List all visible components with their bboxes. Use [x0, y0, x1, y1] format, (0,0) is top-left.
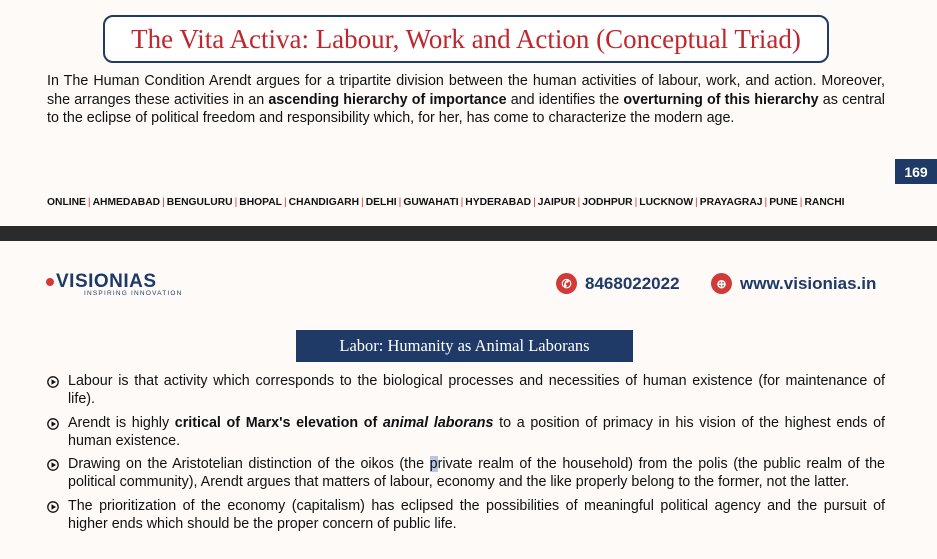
para-bold-1: ascending hierarchy of importance — [268, 91, 507, 108]
bullet-item — [47, 455, 885, 492]
city-separator: | — [799, 197, 803, 208]
page-number: 169 — [895, 159, 937, 184]
city-link[interactable]: PUNE — [769, 197, 798, 208]
city-link[interactable]: CHANDIGARH — [288, 197, 360, 208]
para-bold-2: overturning of this hierarchy — [623, 91, 819, 108]
para-text-2: and identifies the — [506, 91, 624, 108]
city-separator: | — [283, 197, 287, 208]
bullet-item — [47, 497, 885, 534]
city-link[interactable]: DELHI — [365, 197, 397, 208]
play-arrow-icon — [47, 459, 59, 471]
bullet-text: Labour is that activity which corresponds to the biological processes and necessities of human existence (for maintenance of life). — [68, 373, 885, 408]
city-separator: | — [577, 197, 581, 208]
para-text-1: In The Human Condition Arendt argues for a tripartite division between the human activities of labour, work, and action. Moreover, she arranges these activities in an — [47, 73, 885, 108]
bullet-bold: critical of Marx's elevation of — [174, 414, 383, 431]
city-separator: | — [764, 197, 768, 208]
bullet-text: Arendt is highly — [68, 414, 175, 431]
bullet-text: to a position of primacy in his vision of the highest ends of human existence. — [68, 414, 885, 449]
phone-number: 8468022022 — [585, 273, 680, 293]
bullet-bold-italic: animal laborans — [382, 414, 494, 431]
city-separator: | — [398, 197, 402, 208]
website-link[interactable] — [711, 273, 876, 294]
city-link[interactable]: ONLINE — [47, 197, 86, 208]
text-selection-highlight[interactable]: p — [429, 456, 438, 473]
page-divider — [0, 226, 937, 241]
city-separator: | — [87, 197, 91, 208]
city-link[interactable]: RANCHI — [804, 197, 845, 208]
city-link[interactable]: LUCKNOW — [639, 197, 694, 208]
city-link[interactable]: HYDERABAD — [465, 197, 532, 208]
city-link[interactable]: PRAYAGRAJ — [699, 197, 763, 208]
city-link[interactable]: JAIPUR — [537, 197, 576, 208]
topic-title-box — [103, 15, 829, 63]
bullet-item — [47, 372, 885, 409]
logo-tagline: INSPIRING INNOVATION — [84, 290, 183, 297]
city-separator: | — [234, 197, 238, 208]
phone-icon: ✆ — [556, 273, 577, 294]
city-link[interactable]: AHMEDABAD — [92, 197, 161, 208]
bullet-list — [47, 372, 885, 538]
play-arrow-icon — [47, 418, 59, 430]
phone-contact[interactable] — [556, 273, 680, 294]
globe-icon: ⊕ — [711, 273, 732, 294]
bullet-item — [47, 414, 885, 451]
visionias-logo[interactable] — [46, 271, 183, 297]
para-text-3: as central to the eclipse of political freedom and responsibility which, for her, has come to characterize the modern age. — [47, 91, 885, 126]
city-link[interactable]: GUWAHATI — [403, 197, 459, 208]
intro-paragraph — [47, 72, 885, 128]
logo-text: VISIONIAS — [56, 271, 157, 292]
city-link[interactable]: BHOPAL — [239, 197, 282, 208]
city-separator: | — [460, 197, 464, 208]
topic-title: The Vita Activa: Labour, Work and Action (Conceptual Triad) — [131, 23, 801, 54]
website-url: www.visionias.in — [740, 273, 877, 293]
city-separator: | — [533, 197, 536, 208]
play-arrow-icon — [47, 376, 59, 388]
city-link[interactable]: BENGULURU — [166, 197, 233, 208]
section-title: Labor: Humanity as Animal Laborans — [296, 330, 633, 362]
city-link[interactable]: JODHPUR — [582, 197, 633, 208]
city-separator: | — [162, 197, 165, 208]
city-separator: | — [361, 197, 364, 208]
bullet-text: Drawing on the Aristotelian distinction of the oikos (the — [68, 456, 430, 473]
city-separator: | — [634, 197, 638, 208]
city-list — [47, 197, 845, 208]
logo-mark-icon — [46, 278, 54, 286]
bullet-text: The prioritization of the economy (capitalism) has eclipsed the possibilities of meaningful political agency and the pursuit of higher ends which should be the proper concern of public life. — [68, 497, 885, 533]
city-separator: | — [695, 197, 698, 208]
play-arrow-icon — [47, 501, 59, 513]
bullet-text: rivate realm of the household) from the polis (the public realm of the political community), Arendt argues that matters of labour, economy and the like properly belong to the former, not the latter. — [68, 456, 885, 491]
